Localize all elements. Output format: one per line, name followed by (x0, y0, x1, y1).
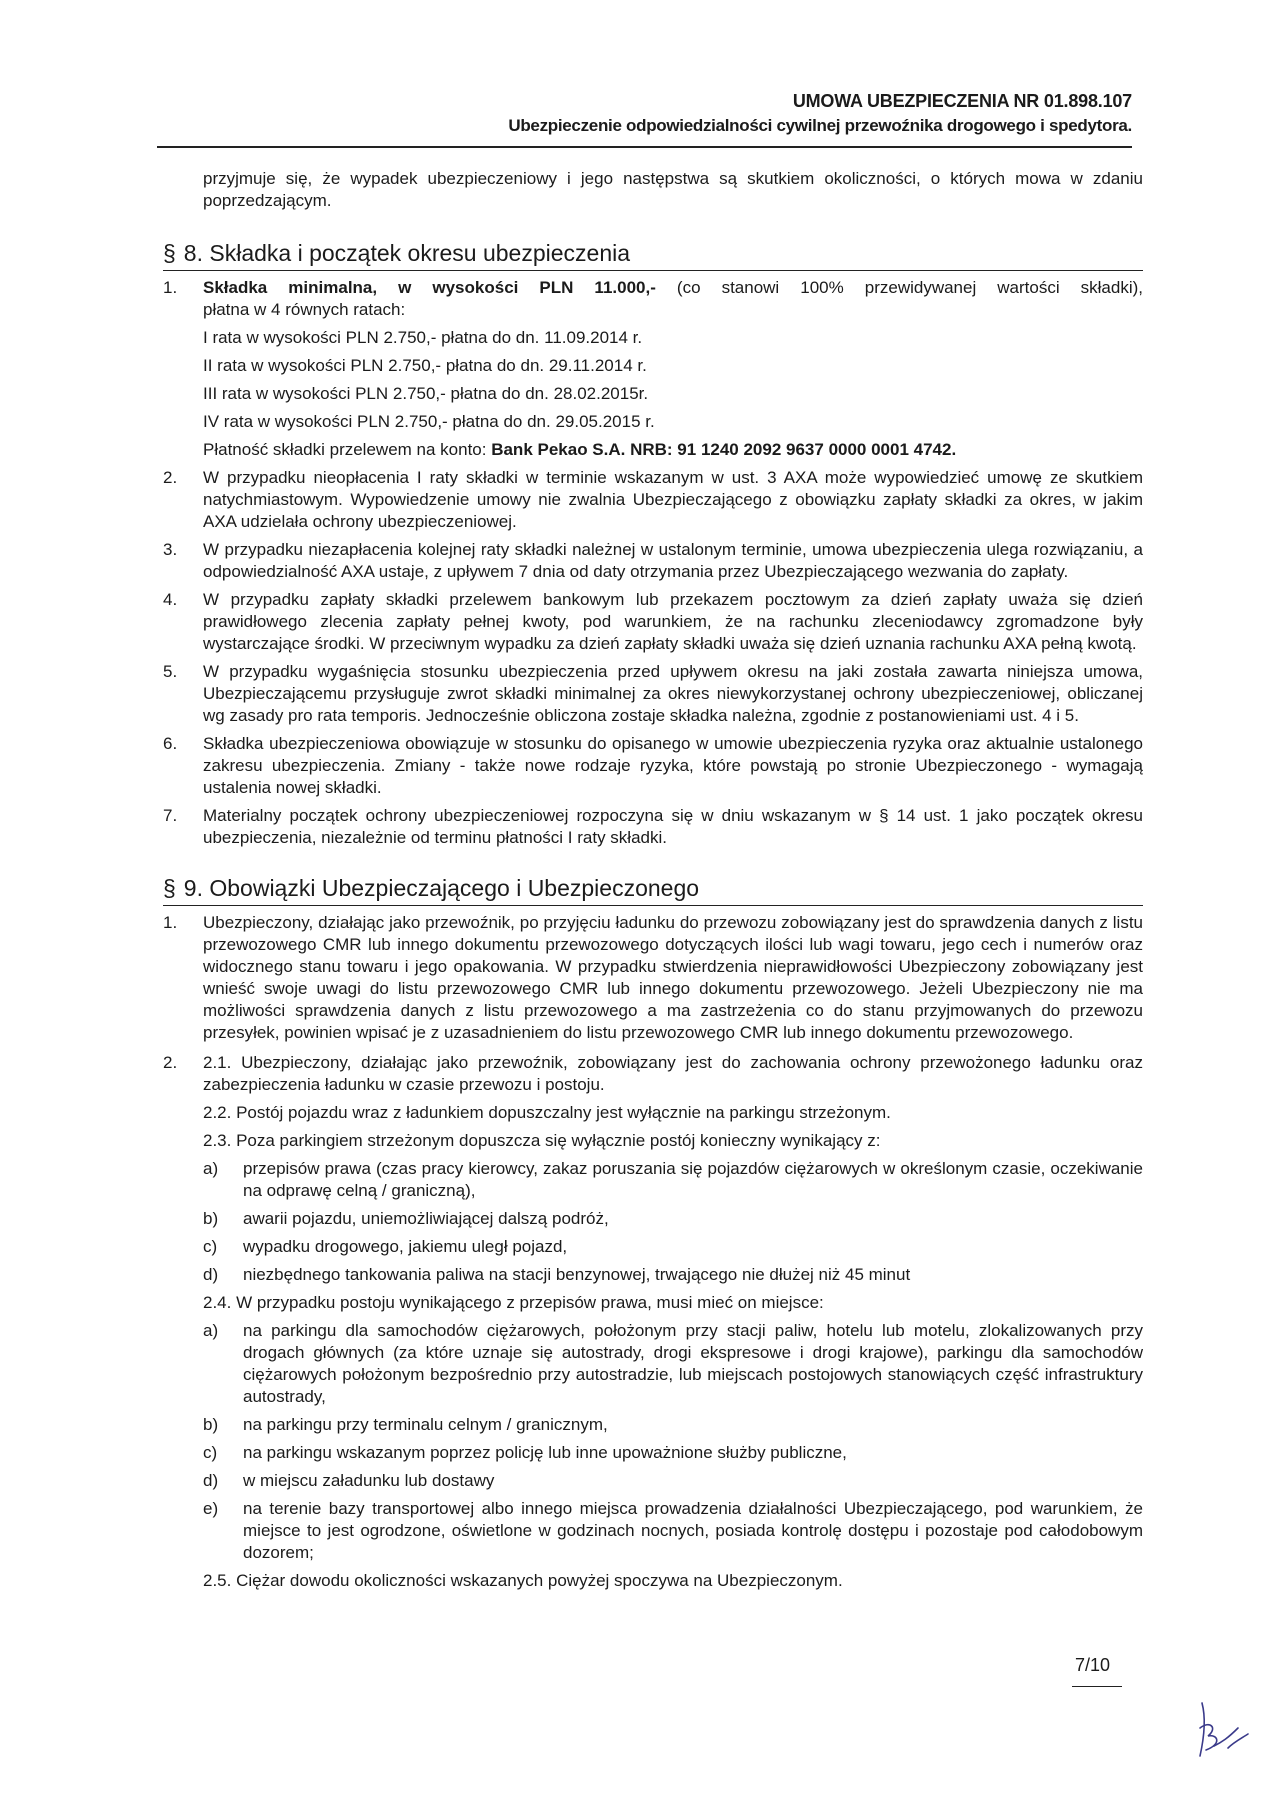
list-label: a) (203, 1321, 219, 1340)
document-body (163, 168, 1143, 1592)
document-header (508, 88, 1132, 138)
section-title-text: 8. Składka i początek okresu ubezpieczenia (183, 240, 631, 266)
section-8 (163, 238, 1143, 849)
clause-2-3-c (163, 1236, 1143, 1258)
installments-intro: płatna w 4 równych ratach: (203, 300, 406, 319)
clause-2-4-e (163, 1498, 1143, 1564)
clause-2-4-row (163, 1292, 1143, 1314)
section-8-rule (163, 270, 1143, 271)
item-number: 1. (163, 913, 178, 932)
section-8-title (163, 238, 1143, 270)
item-number: 1. (163, 278, 178, 297)
clause-2-4-b (163, 1414, 1143, 1436)
header-divider (157, 146, 1132, 148)
item-number: 7. (163, 806, 178, 825)
item-text: Składka ubezpieczeniowa obowiązuje w stosunku do opisanego w umowie ubezpieczenia ryzyka oraz aktualnie ustalonego zakresu ubezpieczenia. Zmiany - także nowe rodzaje ryzyka, które powstają po stronie Ubezpieczonego - wymagają ustalenia nowej składki. (203, 734, 1143, 797)
section-sign: § (163, 875, 176, 901)
item-text: Ubezpieczony, działając jako przewoźnik, po przyjęciu ładunku do przewozu zobowiązany jest do sprawdzenia danych z listu przewozowego CMR lub innego dokumentu przewozowego dotyczących ilości lub wagi towaru, jego cech i numerów oraz widocznego stanu towaru i jego opakowania. W przypadku stwierdzenia nieprawidłowości Ubezpieczony zobowiązany jest wnieść swoje uwagi do listu przewozowego CMR lub innego dokumentu przewozowego. Jeżeli Ubezpieczony nie ma możliwości sprawdzenia danych z listu przewozowego a ma zastrzeżenia co do stanu przyjmowanych do przewozu przesyłek, powinien wpisać je z uzasadnieniem do listu przewozowego CMR lub innego dokumentu przewozowego. (203, 913, 1143, 1042)
clause-2-1: 2.1. Ubezpieczony, działając jako przewoźnik, zobowiązany jest do zachowania ochrony przewożonego ładunku oraz zabezpieczenia ładunku w czasie przewozu i postoju. (203, 1053, 1143, 1094)
list-text: na parkingu dla samochodów ciężarowych, położonym przy stacji paliw, hotelu lub motelu, zlokalizowanych przy drogach głównych (za które uznaje się autostrady, drogi ekspresowe i drogi krajowe), parkingu dla samochodów ciężarowych położonym bezpośrednio przy autostradzie, lub miejscach postojowych stanowiących część infrastruktury autostrady, (243, 1321, 1143, 1406)
installment-3: III rata w wysokości PLN 2.750,- płatna do dn. 28.02.2015r. (203, 384, 649, 403)
clause-2-4: 2.4. W przypadku postoju wynikającego z przepisów prawa, musi mieć on miejsce: (203, 1293, 824, 1312)
s8-item-2 (163, 467, 1143, 533)
clause-2-5-row (163, 1570, 1143, 1592)
installment-4: IV rata w wysokości PLN 2.750,- płatna do dn. 29.05.2015 r. (203, 412, 655, 431)
list-text: awarii pojazdu, uniemożliwiającej dalszą podróż, (243, 1209, 609, 1228)
list-label: e) (203, 1499, 219, 1518)
s8-item-7 (163, 805, 1143, 849)
list-label: d) (203, 1471, 219, 1490)
section-9-rule (163, 905, 1143, 906)
item-text: W przypadku nieopłacenia I raty składki w terminie wskazanym w ust. 3 AXA może wypowiedzieć umowę ze skutkiem natychmiastowym. Wypowiedzenie umowy nie zwalnia Ubezpieczającego z obowiązku zapłaty składki za okres, w jakim AXA udzielała ochrony ubezpieczeniowej. (203, 468, 1143, 531)
premium-note: (co stanowi 100% przewidywanej wartości składki), (676, 278, 1144, 297)
s8-item-4 (163, 589, 1143, 655)
section-title-text: 9. Obowiązki Ubezpieczającego i Ubezpieczonego (183, 875, 700, 901)
list-label: a) (203, 1159, 219, 1178)
installment-2: II rata w wysokości PLN 2.750,- płatna do dn. 29.11.2014 r. (203, 356, 647, 375)
item-number: 2. (163, 1053, 178, 1072)
clause-2-3-b (163, 1208, 1143, 1230)
item-number: 5. (163, 662, 178, 681)
installment-1: I rata w wysokości PLN 2.750,- płatna do dn. 11.09.2014 r. (203, 328, 643, 347)
s8-item-1 (163, 277, 1143, 461)
list-text: na parkingu wskazanym poprzez policję lub inne upoważnione służby publiczne, (243, 1443, 847, 1462)
item-number: 4. (163, 590, 178, 609)
signature-mark (1192, 1698, 1252, 1768)
s8-item-6 (163, 733, 1143, 799)
clause-2-2: 2.2. Postój pojazdu wraz z ładunkiem dopuszczalny jest wyłącznie na parkingu strzeżonym. (203, 1103, 891, 1122)
clause-2-4-c (163, 1442, 1143, 1464)
list-text: przepisów prawa (czas pracy kierowcy, zakaz poruszania się pojazdów ciężarowych w określonym czasie, oczekiwanie na odprawę celną / graniczną), (243, 1159, 1143, 1200)
clause-2-3-row (163, 1130, 1143, 1152)
page-number: 7/10 (1075, 1655, 1111, 1675)
contract-number: UMOWA UBEZPIECZENIA NR 01.898.107 (792, 91, 1132, 111)
list-text: w miejscu załadunku lub dostawy (243, 1471, 495, 1490)
clause-2-3-d (163, 1264, 1143, 1286)
page-number-rule (1072, 1686, 1122, 1687)
item-text: W przypadku niezapłacenia kolejnej raty składki należnej w ustalonym terminie, umowa ubezpieczenia ulega rozwiązaniu, a odpowiedzialność AXA ustaje, z upływem 7 dnia od daty otrzymania przez Ubezpieczającego wezwania do zapłaty. (203, 540, 1143, 581)
clause-2-5: 2.5. Ciężar dowodu okoliczności wskazanych powyżej spoczywa na Ubezpieczonym. (203, 1571, 843, 1590)
item-number: 3. (163, 540, 178, 559)
list-text: na terenie bazy transportowej albo innego miejsca prowadzenia działalności Ubezpieczającego, pod warunkiem, że miejsce to jest ogrodzone, oświetlone w godzinach nocnych, posiada kontrolę dostępu i pozostaje pod całodobowym dozorem; (243, 1499, 1143, 1562)
s8-item-3 (163, 539, 1143, 583)
installment-list (203, 327, 1143, 461)
clause-2-3-a (163, 1158, 1143, 1202)
list-label: c) (203, 1237, 218, 1256)
s8-item-5 (163, 661, 1143, 727)
clause-2-3: 2.3. Poza parkingiem strzeżonym dopuszcza się wyłącznie postój konieczny wynikający z: (203, 1131, 881, 1150)
bank-account: Bank Pekao S.A. NRB: 91 1240 2092 9637 0000 0001 4742. (491, 440, 957, 459)
contract-subtitle: Ubezpieczenie odpowiedzialności cywilnej przewoźnika drogowego i spedytora. (508, 116, 1132, 135)
intro-paragraph: przyjmuje się, że wypadek ubezpieczeniowy i jego następstwa są skutkiem okoliczności, o których mowa w zdaniu poprzedzającym. (203, 169, 1143, 210)
list-label: d) (203, 1265, 219, 1284)
list-label: c) (203, 1443, 218, 1462)
payment-account (203, 439, 1143, 461)
list-label: b) (203, 1209, 219, 1228)
clause-2-4-d (163, 1470, 1143, 1492)
item-text: Materialny początek ochrony ubezpieczeniowej rozpoczyna się w dniu wskazanym w § 14 ust. 1 jako początek okresu ubezpieczenia, niezależnie od terminu płatności I raty składki. (203, 806, 1143, 847)
list-text: niezbędnego tankowania paliwa na stacji benzynowej, trwającego nie dłużej niż 45 minut (243, 1265, 911, 1284)
list-text: na parkingu przy terminalu celnym / granicznym, (243, 1415, 608, 1434)
minimum-premium: Składka minimalna, w wysokości PLN 11.000,- (203, 278, 677, 297)
item-text: W przypadku zapłaty składki przelewem bankowym lub przekazem pocztowym za dzień zapłaty uważa się dzień prawidłowego zlecenia zapłaty pełnej kwoty, pod warunkiem, że na rachunku zleceniodawcy zgromadzone były wystarczające środki. W przeciwnym wypadku za dzień zapłaty składki uważa się dzień uznania rachunku AXA pełną kwotą. (203, 590, 1143, 653)
section-9 (163, 873, 1143, 1592)
item-number: 2. (163, 468, 178, 487)
list-label: b) (203, 1415, 219, 1434)
section-sign: § (163, 240, 176, 266)
item-number: 6. (163, 734, 178, 753)
item-text: W przypadku wygaśnięcia stosunku ubezpieczenia przed upływem okresu na jaki została zawarta niniejsza umowa, Ubezpieczającemu przysługuje zwrot składki minimalnej za okres niewykorzystanej ochrony ubezpieczeniowej, obliczanej wg zasady pro rata temporis. Jednocześnie obliczona zostaje składka należna, zgodnie z postanowieniami ust. 4 i 5. (203, 662, 1143, 725)
s9-item-2 (163, 1052, 1143, 1096)
s9-item-1 (163, 912, 1143, 1044)
clause-2-4-a (163, 1320, 1143, 1408)
payment-prefix: Płatność składki przelewem na konto: (203, 440, 492, 459)
section-9-title (163, 873, 1143, 905)
clause-2-2-row (163, 1102, 1143, 1124)
list-text: wypadku drogowego, jakiemu uległ pojazd, (243, 1237, 568, 1256)
